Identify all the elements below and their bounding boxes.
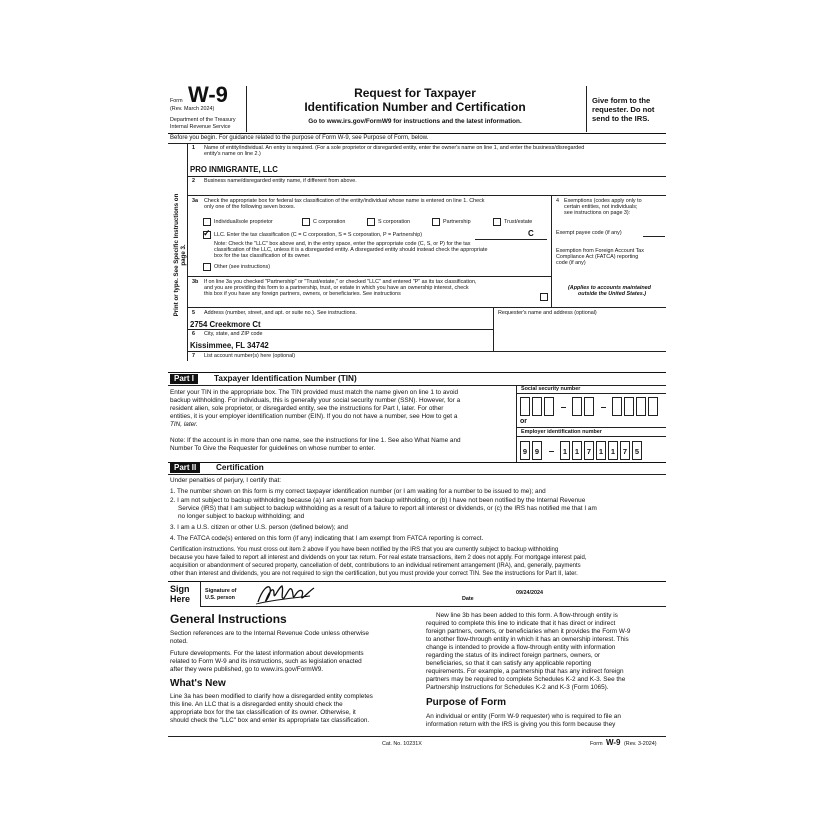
ein-digit[interactable]: 1 [596,441,606,460]
form-number: W-9 [188,82,228,107]
irs-label: Internal Revenue Service [170,124,231,130]
checkbox-other[interactable] [203,263,211,271]
ein-digit[interactable]: 7 [584,441,594,460]
dept-treasury: Department of the Treasury [170,117,236,123]
line1-label: Name of entity/individual. An entry is required. (For a sole proprietor or disregarded entity, enter the owner's name on line 1, and enter the business/disregarded [204,145,585,151]
llc-classification-value[interactable]: C [528,229,534,238]
certification-intro: Under penalties of perjury, I certify that: [170,477,282,484]
general-p1: Section references are to the Internal Revenue Code unless otherwise [170,630,369,637]
checkbox-c-corporation[interactable] [302,218,310,226]
part1-tag: Part I [170,374,198,384]
form-title-line2: Identification Number and Certification [304,100,526,114]
date-label: Date [462,596,474,602]
ssn-box[interactable] [612,397,622,416]
give-form-line2: requester. Do not [592,105,655,114]
give-form-line3: send to the IRS. [592,114,650,123]
checkbox-trust-estate[interactable] [493,218,501,226]
ein-dash [549,451,554,452]
general-instructions-heading: General Instructions [170,612,287,626]
ein-label: Employer identification number [521,429,602,435]
footer-revision: (Rev. 3-2024) [624,741,657,747]
checkbox-partnership[interactable] [432,218,440,226]
ein-digit[interactable]: 1 [608,441,618,460]
line2-label: Business name/disregarded entity name, if different from above. [204,178,357,184]
ein-digit[interactable]: 1 [560,441,570,460]
part1-note: Note: If the account is in more than one name, see the instructions for line 1. See also What Name and [170,437,461,444]
checkbox-individual[interactable] [203,218,211,226]
give-form-line1: Give form to the [592,96,651,105]
applies-note: (Applies to accounts maintained [568,285,651,291]
purpose-text: An individual or entity (Form W-9 requester) who is required to file an [426,713,621,720]
ein-digit[interactable]: 1 [572,441,582,460]
whats-new-heading: What's New [170,678,226,689]
part1-title: Taxpayer Identification Number (TIN) [214,374,357,383]
date-value[interactable]: 09/24/2024 [516,590,543,596]
cert-item-3: 3. I am a U.S. citizen or other U.S. person (defined below); and [170,524,348,531]
cert-item-2: 2. I am not subject to backup withholding because (a) I am exempt from backup withholding, or (b) I have not been notified by the Internal Revenue [170,497,586,504]
certification-instructions: Certification instructions. You must cross out item 2 above if you have been notified by the IRS that you are currently subject to backup withholding [170,547,559,553]
ssn-label: Social security number [521,386,581,392]
form-label: Form [170,98,183,104]
part1-instructions: Enter your TIN in the appropriate box. The TIN provided must match the name given on line 1 to avoid [170,389,459,396]
ein-digit[interactable]: 7 [620,441,630,460]
ssn-box[interactable] [624,397,634,416]
line5-label: Address (number, street, and apt. or suite no.). See instructions. [204,310,357,316]
cert-item-1: 1. The number shown on this form is my correct taxpayer identification number (or I am waiting for a number to be issued to me); and [170,488,546,495]
catalog-number: Cat. No. 10231X [382,741,422,747]
before-you-begin: Before you begin. For guidance related to the purpose of Form W-9, see Purpose of Form, below. [170,135,429,141]
fatca-label: Exemption from Foreign Account Tax [556,248,644,254]
footer-form-word: Form [590,741,603,747]
form-title-line1: Request for Taxpayer [354,86,476,100]
ssn-box[interactable] [520,397,530,416]
form-revision: (Rev. March 2024) [170,106,215,112]
part2-tag: Part II [170,463,200,473]
ein-digit[interactable]: 9 [520,441,530,460]
line3b-text: If on line 3a you checked "Partnership" or "Trust/estate," or checked "LLC" and entered "P" as its tax classification, [204,279,477,285]
signature-image[interactable] [252,580,322,608]
line3b-change-text: New line 3b has been added to this form. A flow-through entity is [436,612,618,619]
address-value[interactable]: 2754 Creekmore Ct [190,320,261,329]
sign-label: Sign [170,584,190,594]
signature-label: Signature of [205,588,237,594]
part2-title: Certification [216,463,264,472]
here-label: Here [170,594,191,604]
cert-item-4: 4. The FATCA code(s) entered on this form (if any) indicating that I am exempt from FATCA reporting is correct. [170,535,484,542]
line6-label: City, state, and ZIP code [204,331,263,337]
line1-name-value[interactable]: PRO INMIGRANTE, LLC [190,165,278,174]
line3a-label: Check the appropriate box for federal tax classification of the entity/individual whose name is entered on line 1. Check [204,198,485,204]
checkbox-s-corporation[interactable] [367,218,375,226]
ein-digit[interactable]: 5 [632,441,642,460]
llc-checkmark: ✓ [203,228,211,238]
print-or-type-label: Print or type. See Specific Instructions on page 3. [173,193,187,317]
checkbox-foreign-partners[interactable] [540,293,548,301]
ssn-box[interactable] [572,397,582,416]
ssn-dash [601,407,606,408]
requester-label: Requester's name and address (optional) [498,310,597,316]
ssn-box[interactable] [532,397,542,416]
purpose-of-form-heading: Purpose of Form [426,697,507,708]
goto-instructions: Go to www.irs.gov/FormW9 for instructions and the latest information. [308,118,522,125]
ssn-box[interactable] [648,397,658,416]
w9-form-page: Form W-9 (Rev. March 2024) Department of the Treasury Internal Revenue Service Request for Taxpayer Identification Number and Certification Go to www.irs.gov/FormW9 for instructions and the latest information. Give form to the requester. Do not send to the IRS. Before you begin. For guidance related to the purpose of Form W-9, see Purpose of Form, below. Print or type. See Specific Instructions on page 3. 1 Name of entity/individual. An entry is required. (For a sole proprietor or disregarded entity, enter the owner's name on line 1, and enter the business/disregarded entity's name on line 2.) PRO INMIGRANTE, LLC 2 Business name/disregarded entity name, if different from above. 3a Check the appropriate box for federal tax classification of the entity/individual whose name is entered on line 1. Check only one of the following seven boxes. Individual/sole proprietor C corporation S corporation Partnership Trust/estate ✓ LLC. Enter the tax classification (C = C corporation, S = S corporation, P = Partnership) C Note: Check the "LLC" box above and, in the entry space, enter the appropriate code (C, S, or P) for the tax classification of the LLC, unless it is a disregarded entity. A disregarded entity should instead check the appropriate box for the tax classification of its owner. Other (see instructions) 4 Exemptions (codes apply only to certain entities, not individuals; see instructions on page 3): Exempt payee code (if any) Exemption from Foreign Account Tax Compliance Act (FATCA) reporting code (if any) (Applies to accounts maintained outside the United States.) 3b If on line 3a you checked "Partnership" or "Trust/estate," or checked "LLC" and entered "P" as its tax classification, and you are providing this form to a partnership, trust, or estate in which you have an ownership interest, check this box if you have any foreign partners, owners, or beneficiaries. See instructions 5 Address (number, street, and apt. or suite no.). See instructions. 2754 Creekmore Ct Requester's name and address (optional) 6 City, state, and ZIP code Kissimmee, FL 34742 7 List account number(s) here (optional) Part I Taxpayer Identification Number (TIN) Enter your TIN in the appropriate box. The TIN provided must match the name given on line 1 to avoid backup withholding. For individuals, this is generally your social security number (SSN). However, for a resident alien, sole proprietor, or disregarded entity, see the instructions for Part I, later. For other entities, it is your employer identification number (EIN). If you do not have a number, see How to get a TIN, later. Note: If the account is in more than one name, see the instructions for line 1. See also What Name and Number To Give the Requester for guidelines on whose number to enter. Social security number or Employer identification number 9 9 1 1 7 1 1 7 5 Part II Certification Under penalties of perjury, I certify that: 1. The number shown on this form is my correct taxpayer identification number (or I am waiting for a number to be issued to me); and 2. I am not subject to backup withholding because (a) I am exempt from backup withholding, or (b) I have not been notified by the Internal Revenue Service (IRS) that I am subject to backup withholding as a result of a failure to report all interest or dividends, or (c) the IRS has notified me that I am no longer subject to backup withholding; and 3. I am a U.S. citizen or other U.S. person (defined below); and 4. The FATCA code(s) entered on this form (if any) indicating that I am exempt from FATCA reporting is correct. Certification instructions. You must cross out item 2 above if you have been notified by the IRS that you are currently subject to backup withholding because you have failed to report all interest and dividends on your tax return. For real estate transactions, item 2 does not apply. For mortgage interest paid, acquisition or abandonment of secured property, cancellation of debt, contributions to an individual retirement arrangement (IRA), and, generally, payments other than interest and dividends, you are not required to sign the certification, but you must provide your correct TIN. See the instructions for Part II, later. Sign Here Signature of U.S. person Date 09/24/2024 General Instructions Section references are to the Internal Revenue Code unless otherwise noted. Future developments. For the latest information about developments related to Form W-9 and its instructions, such as legislation enacted after they were published, go to www.irs.gov/FormW9. What's New Line 3a has been modified to clarify how a disregarded entity completes this line. An LLC that is a disregarded entity should check the appropriate box for the tax classification of its owner. Otherwise, it should check the "LLC" box and enter its appropriate tax classification. New line 3b has been added to this form. A flow-through entity is required to complete this line to indicate that it has direct or indirect foreign partners, owners, or beneficiaries when it provides the Form W-9 to another flow-through entity in which it has an ownership interest. This change is intended to provide a flow-through entity with information regarding the status of its indirect foreign partners, owners, or beneficiaries, so that it can satisfy any applicable reporting requirements. For example, a partnership that has any indirect foreign partners may be required to complete Schedules K-2 and K-3. See the Partnership Instructions for Schedules K-2 and K-3 (Form 1065). Purpose of Form An individual or entity (Form W-9 requester) who is required to file an information return with the IRS is giving you this form because they Cat. No. 10231X Form W-9 (Rev. 3-2024) [0,0,834,834]
or-label: or [520,418,527,425]
ein-digit[interactable]: 9 [532,441,542,460]
ssn-box[interactable] [636,397,646,416]
whats-new-text: Line 3a has been modified to clarify how a disregarded entity completes [170,693,373,700]
line4-label: 4 [556,198,559,204]
ssn-box[interactable] [584,397,594,416]
ssn-box[interactable] [544,397,554,416]
exempt-payee-label: Exempt payee code (if any) [556,230,622,236]
future-developments: Future developments. For the latest information about developments [170,650,364,657]
ssn-dash [561,407,566,408]
footer-form-number: W-9 [606,738,621,747]
line7-label: List account number(s) here (optional) [204,353,296,359]
city-state-zip-value[interactable]: Kissimmee, FL 34742 [190,341,269,350]
